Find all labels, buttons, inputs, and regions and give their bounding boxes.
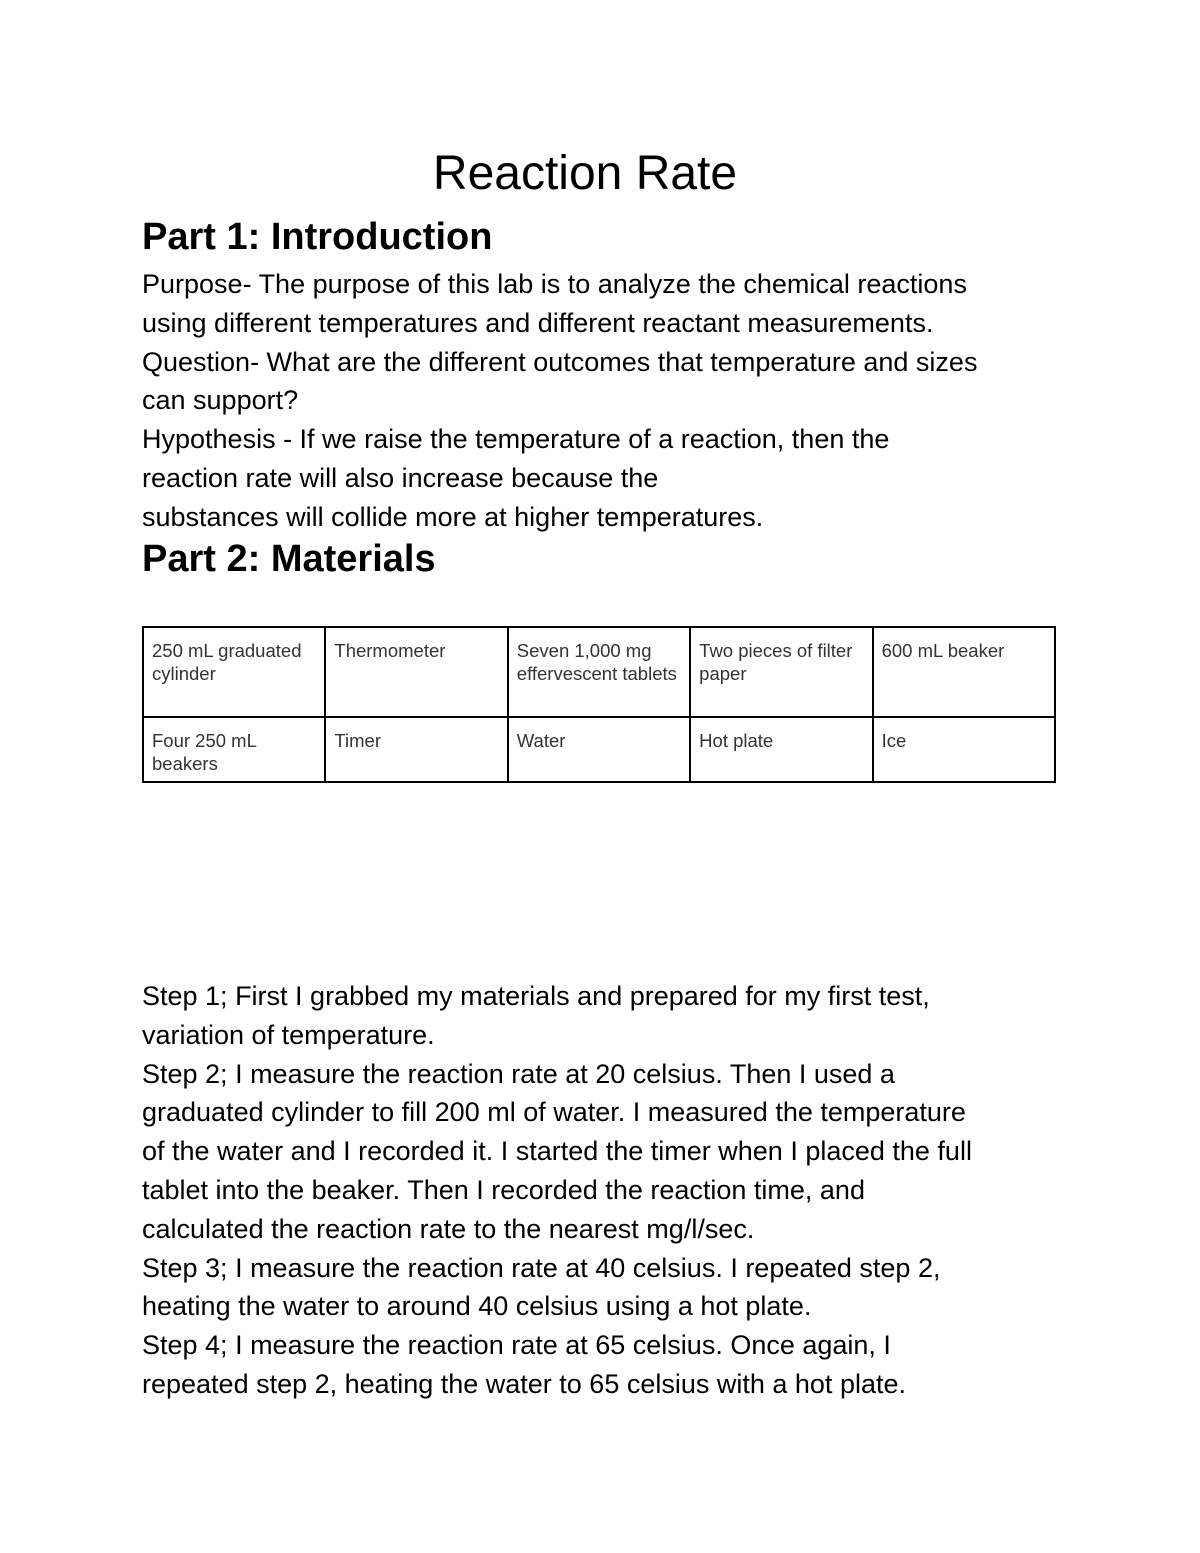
part1-heading: Part 1: Introduction bbox=[142, 216, 493, 258]
intro-line: substances will collide more at higher temperatures. bbox=[142, 501, 764, 532]
table-cell: Hot plate bbox=[690, 717, 872, 782]
step-line: heating the water to around 40 celsius using a hot plate. bbox=[142, 1291, 812, 1322]
step-line: Step 2; I measure the reaction rate at 20 celsius. Then I used a bbox=[142, 1058, 895, 1089]
intro-line: can support? bbox=[142, 385, 299, 416]
table-cell: Four 250 mL beakers bbox=[143, 717, 325, 782]
table-cell: Seven 1,000 mg effervescent tablets bbox=[508, 627, 690, 717]
table-cell: 600 mL beaker bbox=[873, 627, 1055, 717]
step-line: Step 3; I measure the reaction rate at 40 celsius. I repeated step 2, bbox=[142, 1252, 941, 1283]
introduction-text bbox=[142, 265, 1082, 537]
table-cell: Timer bbox=[325, 717, 507, 782]
step-line: variation of temperature. bbox=[142, 1019, 435, 1050]
step-line: tablet into the beaker. Then I recorded the reaction time, and bbox=[142, 1174, 865, 1205]
table-cell: Two pieces of filter paper bbox=[690, 627, 872, 717]
intro-line: Hypothesis - If we raise the temperature of a reaction, then the bbox=[142, 424, 890, 455]
table-row bbox=[143, 627, 1055, 717]
intro-line: using different temperatures and different reactant measurements. bbox=[142, 307, 934, 338]
table-cell: 250 mL graduated cylinder bbox=[143, 627, 325, 717]
procedure-steps bbox=[142, 977, 1082, 1404]
step-line: Step 4; I measure the reaction rate at 65 celsius. Once again, I bbox=[142, 1330, 891, 1361]
table-cell: Thermometer bbox=[325, 627, 507, 717]
table-cell: Water bbox=[508, 717, 690, 782]
part2-heading: Part 2: Materials bbox=[142, 538, 436, 580]
table-row bbox=[143, 717, 1055, 782]
step-line: graduated cylinder to fill 200 ml of water. I measured the temperature bbox=[142, 1097, 966, 1128]
intro-line: reaction rate will also increase because the bbox=[142, 462, 659, 493]
table-cell: Ice bbox=[873, 717, 1055, 782]
intro-line: Purpose- The purpose of this lab is to analyze the chemical reactions bbox=[142, 269, 967, 299]
step-line: of the water and I recorded it. I started the timer when I placed the full bbox=[142, 1136, 972, 1167]
step-line: Step 1; First I grabbed my materials and prepared for my first test, bbox=[142, 981, 930, 1011]
step-line: calculated the reaction rate to the nearest mg/l/sec. bbox=[142, 1213, 755, 1244]
document-title: Reaction Rate bbox=[432, 147, 738, 200]
step-line: repeated step 2, heating the water to 65 celsius with a hot plate. bbox=[142, 1368, 906, 1399]
intro-line: Question- What are the different outcomes that temperature and sizes bbox=[142, 346, 978, 377]
materials-table bbox=[142, 626, 1056, 783]
